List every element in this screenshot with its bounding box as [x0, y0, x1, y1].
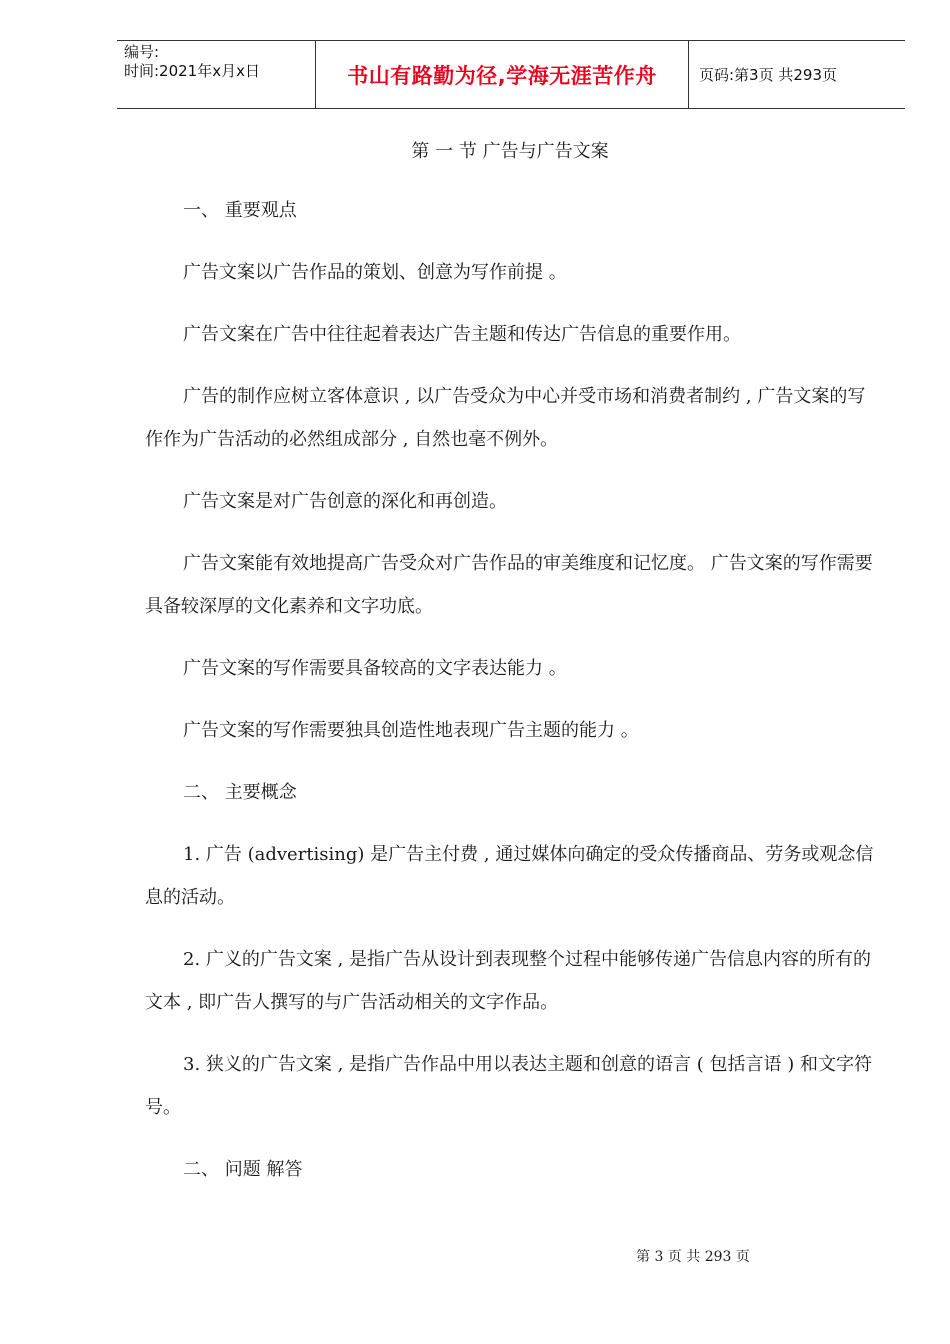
- paragraph: 1. 广告 (advertising) 是广告主付费 , 通过媒体向确定的受众传播商品、劳务或观念信息的活动。: [145, 844, 874, 908]
- heading-questions: 二、 问题 解答: [183, 1159, 303, 1180]
- time-label: 时间:2021年x月x日: [124, 62, 260, 80]
- header-page-info: 页码:第3页 共293页: [699, 66, 837, 84]
- paragraph: 广告的制作应树立客体意识 , 以广告受众为中心并受市场和消费者制约 , 广告文案的写作作为广告活动的必然组成部分 , 自然也毫不例外。: [145, 386, 866, 450]
- section-title: 第 一 节 广告与广告文案: [411, 141, 609, 162]
- number-label: 编号:: [124, 43, 160, 61]
- paragraph: 2. 广义的广告文案 , 是指广告从设计到表现整个过程中能够传递广告信息内容的所有的文本 , 即广告人撰写的与广告活动相关的文字作品。: [145, 949, 872, 1013]
- paragraph: 广告文案在广告中往往起着表达广告主题和传达广告信息的重要作用。: [183, 324, 741, 345]
- header-meta: [117, 41, 316, 108]
- paragraph: 广告文案的写作需要独具创造性地表现广告主题的能力 。: [183, 720, 639, 741]
- paragraph: 广告文案的写作需要具备较高的文字表达能力 。: [183, 658, 567, 679]
- header-motto: 书山有路勤为径,学海无涯苦作舟: [316, 41, 689, 108]
- page-footer: 第 3 页 共 293 页: [636, 1249, 750, 1265]
- paragraph: 广告文案是对广告创意的深化和再创造。: [183, 491, 507, 512]
- heading-key-concepts: 二、 主要概念: [183, 782, 297, 803]
- paragraph: 广告文案能有效地提高广告受众对广告作品的审美维度和记忆度。 广告文案的写作需要具备较深厚的文化素养和文字功底。: [145, 553, 873, 617]
- paragraph: 3. 狭义的广告文案 , 是指广告作品中用以表达主题和创意的语言 ( 包括言语 ) 和文字符号。: [145, 1054, 872, 1118]
- page-header: [117, 40, 905, 109]
- heading-key-points: 一、 重要观点: [183, 200, 297, 221]
- paragraph: 广告文案以广告作品的策划、创意为写作前提 。: [183, 262, 567, 283]
